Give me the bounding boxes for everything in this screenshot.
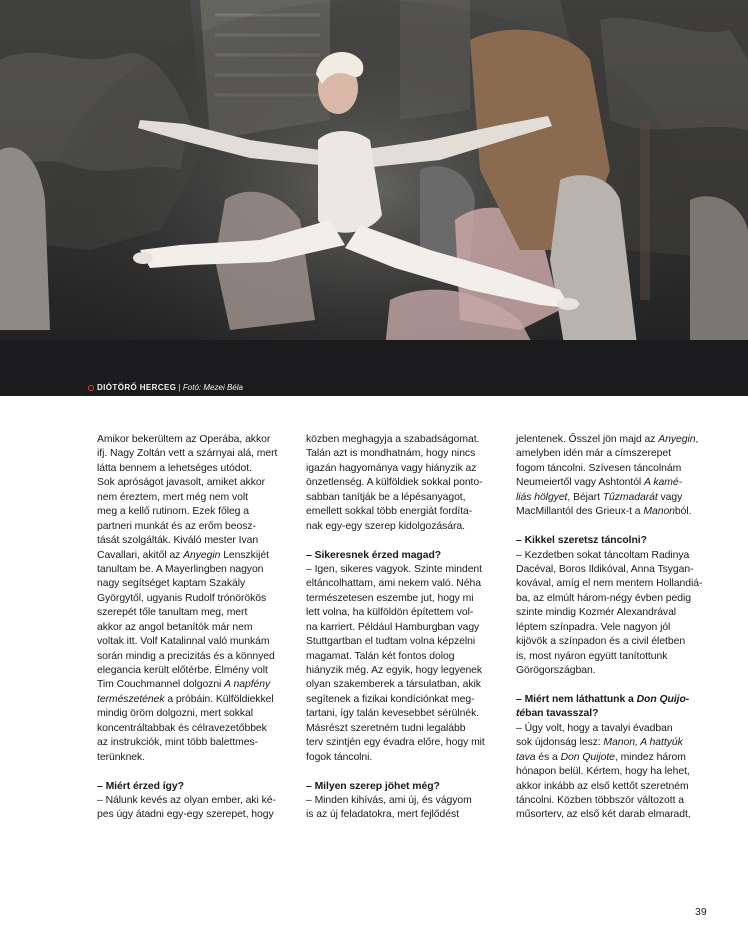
italic-title: Don Quijote bbox=[560, 751, 615, 763]
text-line bbox=[306, 678, 504, 692]
italic-title: A kamé- bbox=[644, 477, 682, 489]
text-line bbox=[97, 650, 295, 664]
text-line bbox=[306, 693, 504, 707]
ballet-scene-illustration bbox=[0, 0, 748, 396]
interview-question bbox=[306, 549, 504, 563]
text-run: során mindig a precizitás és a könnyed bbox=[97, 650, 275, 662]
italic-title: liás hölgyet bbox=[516, 491, 568, 503]
text-line bbox=[306, 650, 504, 664]
text-run: táncolni. Közben többször változott a bbox=[516, 794, 684, 806]
paragraph-gap bbox=[516, 520, 714, 534]
text-line bbox=[516, 621, 714, 635]
text-line bbox=[97, 592, 295, 606]
text-run: önzetlenség. A külföldiek sokkal ponto- bbox=[306, 477, 483, 489]
text-line bbox=[97, 447, 295, 461]
text-run: koncentráltabbak és célravezetőbbek bbox=[97, 722, 267, 734]
interview-question bbox=[516, 693, 714, 707]
text-run: terv szintjén egy évadra előre, hogy mit bbox=[306, 737, 485, 749]
text-line bbox=[306, 462, 504, 476]
text-line bbox=[306, 563, 504, 577]
text-run: ban tavasszal? bbox=[525, 708, 599, 720]
text-line bbox=[516, 549, 714, 563]
text-run: természetesen eszembe jut, hogy mi bbox=[306, 592, 474, 604]
text-line bbox=[97, 751, 295, 765]
text-run: – Úgy volt, hogy a tavalyi évadban bbox=[516, 722, 673, 734]
text-run: Amikor bekerültem az Operába, akkor bbox=[97, 434, 271, 445]
page-number: 39 bbox=[695, 906, 707, 918]
text-line bbox=[97, 491, 295, 505]
article-column-2 bbox=[306, 433, 504, 823]
ballet-photo bbox=[0, 0, 748, 396]
text-line bbox=[97, 794, 295, 808]
text-line bbox=[97, 678, 295, 692]
article-column-3 bbox=[516, 433, 714, 823]
text-run: voltak itt. Volf Katalinnal való munkám bbox=[97, 636, 270, 648]
text-line bbox=[306, 635, 504, 649]
text-line bbox=[516, 491, 714, 505]
text-run: pes úgy átadni egy-egy szerepet, hogy bbox=[97, 809, 274, 821]
text-run: sok újdonság lesz: bbox=[516, 737, 604, 749]
interview-question bbox=[306, 780, 504, 794]
text-line bbox=[516, 433, 714, 447]
text-line bbox=[516, 592, 714, 606]
text-run: akkor az angol betanítók már nem bbox=[97, 621, 253, 633]
text-run: hónapon belül. Kértem, hogy ha lehet, bbox=[516, 766, 690, 778]
text-line bbox=[516, 650, 714, 664]
text-run: lett volna, ha külföldön építettem vol- bbox=[306, 607, 474, 619]
text-run: – Nálunk kevés az olyan ember, aki ké- bbox=[97, 794, 276, 806]
paragraph-gap bbox=[306, 534, 504, 548]
caption-bullet-icon bbox=[88, 385, 94, 391]
interview-question bbox=[516, 707, 714, 721]
text-run: akkor inkább az első kettőt szeretném bbox=[516, 780, 689, 792]
paragraph-gap bbox=[97, 765, 295, 779]
text-run: ifj. Nagy Zoltán vett a szárnyai alá, mert bbox=[97, 448, 278, 460]
text-line bbox=[97, 433, 295, 447]
text-run: tását szolgálták. Kiváló mester Ivan bbox=[97, 535, 259, 547]
text-run: partneri munkát és az erőm beosz- bbox=[97, 520, 256, 532]
text-line bbox=[516, 462, 714, 476]
text-line bbox=[306, 447, 504, 461]
text-line bbox=[306, 476, 504, 490]
paragraph-gap bbox=[306, 765, 504, 779]
text-line bbox=[97, 606, 295, 620]
text-run: na karriert. Például Hamburgban vagy bbox=[306, 621, 480, 633]
text-run: – Kikkel szeretsz táncolni? bbox=[516, 535, 647, 547]
text-run: Stuttgartban el tudtam volna képzelni bbox=[306, 636, 476, 648]
text-line bbox=[516, 476, 714, 490]
text-line bbox=[516, 505, 714, 519]
text-run: kijövök a színpadon és a civil életben bbox=[516, 636, 686, 648]
text-line bbox=[97, 693, 295, 707]
text-line bbox=[97, 462, 295, 476]
text-run: Másrészt szeretném tudni legalább bbox=[306, 722, 466, 734]
text-line bbox=[306, 592, 504, 606]
italic-title: természetének bbox=[97, 693, 165, 705]
text-line bbox=[306, 606, 504, 620]
text-line bbox=[97, 534, 295, 548]
text-line bbox=[306, 520, 504, 534]
text-line bbox=[97, 577, 295, 591]
text-line bbox=[516, 635, 714, 649]
text-line bbox=[97, 476, 295, 490]
text-run: amelyben idén már a címszerepet bbox=[516, 448, 671, 460]
text-line bbox=[306, 664, 504, 678]
caption-title: DIÓTÖRŐ HERCEG bbox=[97, 383, 177, 392]
text-run: szinte mindig Kozmér Alexandrával bbox=[516, 607, 677, 619]
text-run: műsorterv, az első két darab elmaradt, bbox=[516, 809, 691, 821]
text-run: Lenszkijét bbox=[220, 549, 269, 561]
text-line bbox=[516, 722, 714, 736]
italic-title: Manon, A hattyúk bbox=[603, 737, 683, 749]
text-run: magamat. Talán két fontos dolog bbox=[306, 650, 455, 662]
text-run: , bbox=[695, 434, 699, 445]
text-run: Cavallari, akitől az bbox=[97, 549, 184, 561]
text-line bbox=[306, 722, 504, 736]
caption-credit: Fotó: Mezei Béla bbox=[182, 383, 243, 392]
text-line bbox=[97, 621, 295, 635]
text-run: Györgytől, ugyanis Rudolf trónörökös bbox=[97, 592, 267, 604]
text-run: mindig öröm dolgozni, mert sokkal bbox=[97, 708, 254, 720]
text-run: hiányzik még. Az egyik, hogy legyenek bbox=[306, 665, 483, 676]
text-run: nem éreztem, mert még nem volt bbox=[97, 491, 248, 503]
text-run: – Milyen szerep jöhet még? bbox=[306, 780, 440, 792]
text-run: közben meghagyja a szabadságomat. bbox=[306, 434, 480, 445]
text-line bbox=[306, 577, 504, 591]
text-line bbox=[306, 751, 504, 765]
text-line bbox=[516, 447, 714, 461]
text-line bbox=[306, 736, 504, 750]
text-line bbox=[97, 736, 295, 750]
text-run: jelentenek. Ősszel jön majd az bbox=[516, 434, 659, 445]
text-run: eltáncolhattam, ami nekem való. Néha bbox=[306, 578, 481, 590]
text-line bbox=[516, 664, 714, 678]
text-run: elegancia került előtérbe. Élmény volt bbox=[97, 665, 268, 676]
text-line bbox=[516, 751, 714, 765]
text-line bbox=[97, 664, 295, 678]
text-line bbox=[306, 491, 504, 505]
text-line bbox=[516, 563, 714, 577]
text-line bbox=[306, 808, 504, 822]
text-run: vagy bbox=[657, 491, 683, 503]
text-line bbox=[97, 549, 295, 563]
text-run: – Miért érzed így? bbox=[97, 780, 184, 792]
text-run: Tim Couchmannel dolgozni bbox=[97, 679, 225, 691]
text-run: Talán azt is mondhatnám, hogy nincs bbox=[306, 448, 476, 460]
text-run: a próbáin. Külföldiekkel bbox=[164, 693, 274, 705]
text-line bbox=[306, 621, 504, 635]
text-run: tartani, így talán kevesebbet sérülnék. bbox=[306, 708, 480, 720]
text-line bbox=[97, 707, 295, 721]
text-run: Sok apróságot javasolt, amiket akkor bbox=[97, 477, 265, 489]
text-run: Neumeiertől vagy Ashtontól bbox=[516, 477, 645, 489]
text-line bbox=[516, 606, 714, 620]
text-line bbox=[97, 505, 295, 519]
text-run: meg a kellő rutinom. Ezek főleg a bbox=[97, 506, 249, 518]
text-run: sabban tanítják be a lépésanyagot, bbox=[306, 491, 466, 503]
italic-title: Anyegin bbox=[658, 434, 696, 445]
text-run: , mindez három bbox=[614, 751, 686, 763]
text-run: olyan szakemberek a társulatban, akik bbox=[306, 679, 481, 691]
text-run: Dacéval, Boros Ildikóval, Anna Tsygan- bbox=[516, 563, 694, 575]
text-line bbox=[97, 635, 295, 649]
text-run: terünknek. bbox=[97, 751, 146, 763]
text-line bbox=[97, 520, 295, 534]
text-run: léptem színpadra. Vele nagyon jól bbox=[516, 621, 671, 633]
interview-question bbox=[516, 534, 714, 548]
italic-title: Tűzmadarát bbox=[602, 491, 658, 503]
text-line bbox=[516, 794, 714, 808]
text-run: emellett sokkal több energiát fordíta- bbox=[306, 506, 473, 518]
text-line bbox=[97, 722, 295, 736]
text-run: – Minden kihívás, ami új, és vágyom bbox=[306, 794, 472, 806]
italic-title: té bbox=[516, 708, 526, 720]
text-run: kovával, amíg el nem mentem Hollandiá- bbox=[516, 578, 703, 590]
text-run: – Kezdetben sokat táncoltam Radinya bbox=[516, 549, 690, 561]
text-run: MacMillantól des Grieux-t a bbox=[516, 506, 644, 518]
text-run: az instrukciók, mint több balettmes- bbox=[97, 737, 259, 749]
italic-title: Don Quijo- bbox=[636, 693, 690, 705]
interview-question bbox=[97, 780, 295, 794]
text-run: – Sikeresnek érzed magad? bbox=[306, 549, 442, 561]
text-run: Görögországban. bbox=[516, 665, 596, 676]
paragraph-gap bbox=[516, 678, 714, 692]
italic-title: A napfény bbox=[224, 679, 271, 691]
text-line bbox=[516, 780, 714, 794]
text-line bbox=[306, 505, 504, 519]
text-line bbox=[516, 808, 714, 822]
italic-title: Manon bbox=[643, 506, 675, 518]
text-line bbox=[97, 563, 295, 577]
caption-separator: | bbox=[176, 383, 183, 392]
photo-caption bbox=[88, 382, 243, 394]
text-run: segítenek a fizikai kondíciónkat meg- bbox=[306, 693, 475, 705]
text-run: nagy segítséget kaptam Szakály bbox=[97, 578, 246, 590]
text-line bbox=[516, 577, 714, 591]
text-run: fogok táncolni. bbox=[306, 751, 373, 763]
italic-title: Anyegin bbox=[183, 549, 221, 561]
text-line bbox=[306, 433, 504, 447]
text-line bbox=[306, 707, 504, 721]
text-line bbox=[516, 765, 714, 779]
text-run: és a bbox=[535, 751, 561, 763]
text-run: – Miért nem láthattunk a bbox=[516, 693, 637, 705]
text-run: igazán hagyománya vagy hiányzik az bbox=[306, 462, 477, 474]
text-run: szerepét tőle tanultam meg, mert bbox=[97, 607, 248, 619]
text-line bbox=[306, 794, 504, 808]
text-run: – Igen, sikeres vagyok. Szinte mindent bbox=[306, 563, 482, 575]
text-run: látta bennem a lehetséges utódot. bbox=[97, 462, 252, 474]
text-run: , Béjart bbox=[567, 491, 603, 503]
text-run: is, most nyáron együtt tanítottunk bbox=[516, 650, 668, 662]
text-run: tanultam be. A Mayerlingben nagyon bbox=[97, 563, 264, 575]
text-run: ba, az elmúlt három-négy évben pedig bbox=[516, 592, 691, 604]
text-run: is az új feladatokra, mert fejlődést bbox=[306, 809, 459, 821]
italic-title: tava bbox=[516, 751, 536, 763]
text-run: nak egy-egy szerep kidolgozására. bbox=[306, 520, 465, 532]
text-run: fogom táncolni. Szívesen táncolnám bbox=[516, 462, 682, 474]
text-run: ból. bbox=[674, 506, 692, 518]
article-column-1 bbox=[97, 433, 295, 823]
text-line bbox=[97, 808, 295, 822]
text-line bbox=[516, 736, 714, 750]
